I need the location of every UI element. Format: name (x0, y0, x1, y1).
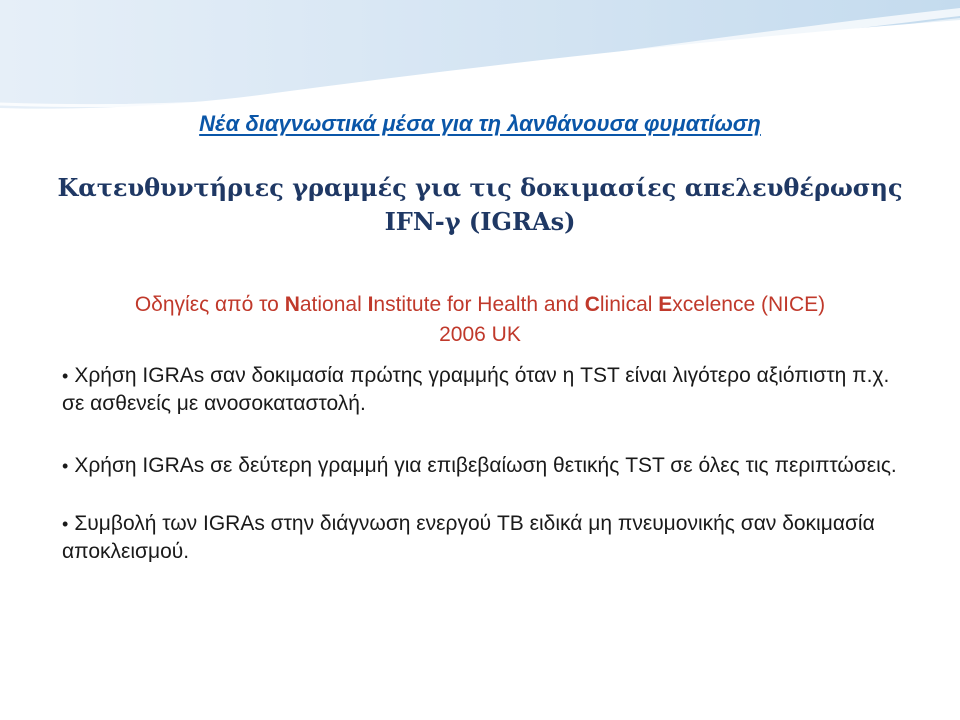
slide-title-line-1: Κατευθυντήριες γραμμές για τις δοκιμασίες απελευθέρωσης (57, 173, 903, 202)
source-word-clinical: linical (599, 293, 659, 316)
bullet-item (62, 510, 912, 565)
bullet-marker: • (62, 366, 69, 386)
bullet-marker: • (62, 456, 69, 476)
bullet-item (62, 452, 912, 480)
bullet-marker: • (62, 514, 69, 534)
bullet-text: Συμβολή των IGRAs στην διάγνωση ενεργού TB ειδικά μη πνευμονικής σαν δοκιμασία αποκλεισμού. (62, 512, 875, 563)
source-year: 2006 UK (439, 323, 521, 346)
header-swoosh-decoration (0, 0, 960, 110)
slide-kicker: Νέα διαγνωστικά μέσα για τη λανθάνουσα φυματίωση (199, 111, 761, 136)
guideline-source (20, 290, 940, 350)
bullet-text: Χρήση IGRAs σε δεύτερη γραμμή για επιβεβαίωση θετικής TST σε όλες τις περιπτώσεις. (74, 454, 897, 477)
source-initial-e: E (658, 293, 673, 316)
source-word-institute: nstitute for Health and (373, 293, 585, 316)
source-initial-c: C (584, 293, 600, 316)
slide-title-line-2: IFN-γ (IGRAs) (384, 207, 576, 236)
source-initial-i: I (367, 293, 374, 316)
source-word-national: ational (299, 293, 368, 316)
source-initial-n: N (284, 293, 300, 316)
source-word-excelence: xcelence (NICE) (672, 293, 826, 316)
bullet-list (62, 362, 912, 595)
bullet-text: Χρήση IGRAs σαν δοκιμασία πρώτης γραμμής όταν η TST είναι λιγότερο αξιόπιστη π.χ. σε ασθενείς με ανοσοκαταστολή. (62, 364, 890, 415)
bullet-item (62, 362, 912, 417)
source-prefix: Οδηγίες από το (134, 293, 285, 316)
slide-title (0, 171, 960, 239)
